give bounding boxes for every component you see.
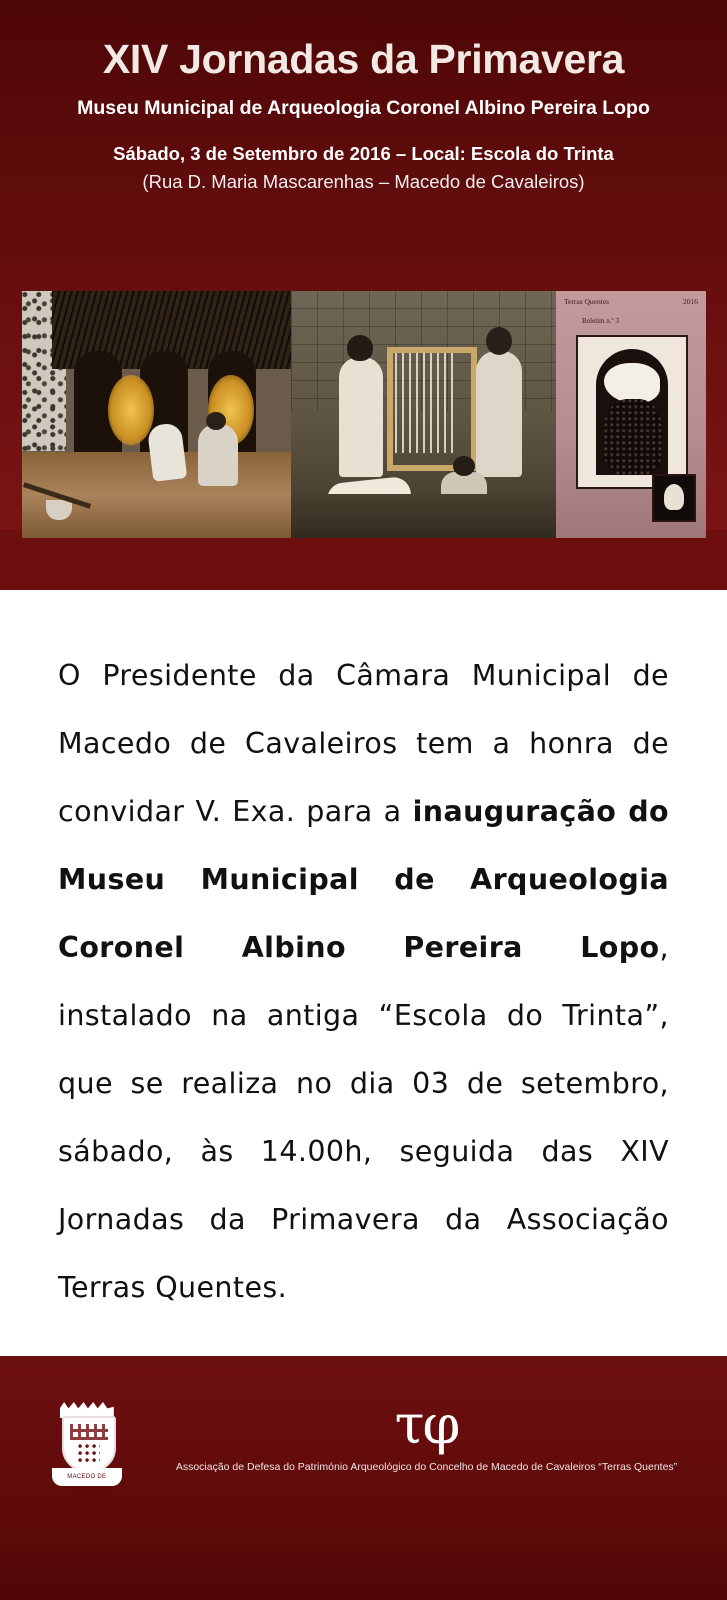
cover-title-text: Terras Quentes: [564, 297, 610, 306]
invitation-bold-part: inauguração do Museu Municipal de Arqueologia Coronel Albino Pereira Lopo: [58, 795, 669, 964]
invitation-part-2: , instalado na antiga “Escola do Trinta”, que se realiza no dia 03 de setembro, sábado, às 14.00h, seguida das XIV Jornadas da Primavera da Associação Terras Quentes.: [58, 931, 669, 1304]
association-caption: Associação de Defesa do Património Arqueológico do Concelho de Macedo de Cavaleiros “Terras Quentes”: [175, 1461, 678, 1473]
municipal-crest-icon: [50, 1398, 124, 1498]
photo-loom-scene: [291, 291, 556, 538]
cover-illustration-shape: [576, 335, 688, 489]
footer-logos: [0, 1356, 727, 1498]
invitation-part-1: O Presidente da Câmara Municipal de Macedo de Cavaleiros tem a honra de convidar V. Exa. para a: [58, 659, 669, 828]
photo-magazine-cover: [556, 291, 706, 538]
cover-subtitle-text: Boletim n.º 3: [582, 317, 619, 325]
figure-shape: [198, 424, 238, 486]
cover-inset-shape: [652, 474, 696, 522]
page-title: XIV Jornadas da Primavera: [102, 36, 625, 82]
event-dateline: Sábado, 3 de Setembro de 2016 – Local: Escola do Trinta: [113, 143, 614, 165]
figure-shape: [604, 399, 662, 475]
museum-subtitle: Museu Municipal de Arqueologia Coronel Albino Pereira Lopo: [77, 97, 650, 120]
figure-shape: [339, 357, 383, 477]
cover-year-text: 2016: [683, 297, 698, 306]
invitation-text: [58, 642, 669, 1322]
crest-ribbon-label: MACEDO DE CAVALEIROS: [52, 1468, 122, 1486]
tau-phi-icon: τφ: [394, 1393, 459, 1456]
photo-hut-interior: [22, 291, 291, 538]
event-address: (Rua D. Maria Mascarenhas – Macedo de Cavaleiros): [142, 170, 585, 192]
terras-quentes-logo: [175, 1393, 678, 1474]
loom-threads-shape: [395, 353, 457, 453]
shield-icon: [62, 1416, 116, 1472]
invitation-panel: [0, 590, 727, 1356]
poster-footer: [0, 1356, 727, 1600]
image-strip: [22, 291, 706, 538]
firelight-glow-shape: [108, 375, 154, 445]
figure-shape: [476, 351, 522, 477]
ground-shape: [291, 494, 556, 538]
